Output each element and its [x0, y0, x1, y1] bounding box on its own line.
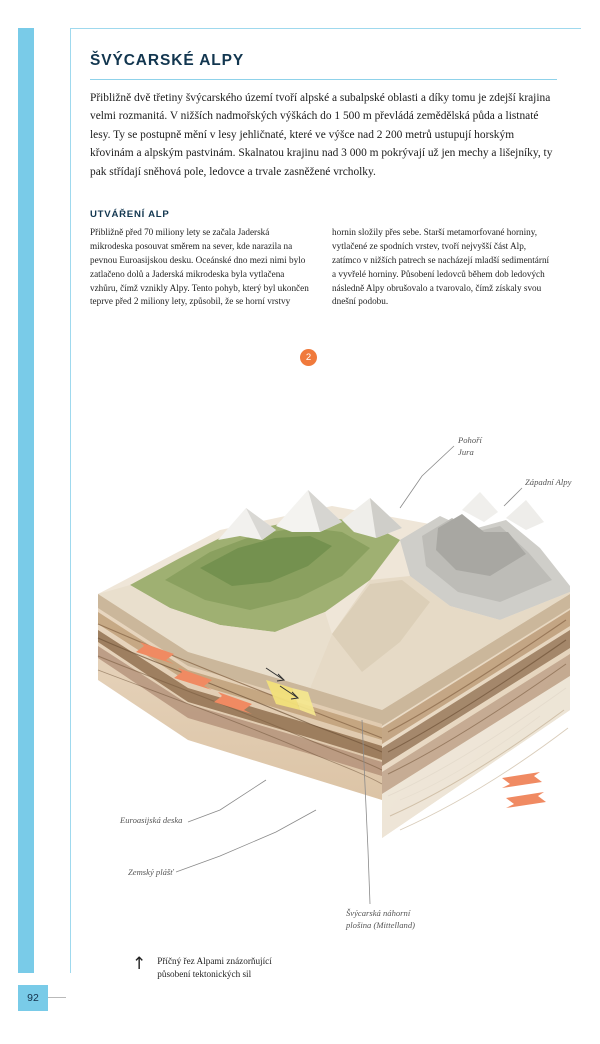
arrow-up-icon: ↑ — [132, 954, 147, 974]
label-swiss-plateau — [346, 908, 415, 931]
reference-marker-badge: 2 — [300, 349, 317, 366]
section-heading: UTVÁŘENÍ ALP — [90, 209, 170, 221]
label-plateau-line2: plošina (Mittelland) — [346, 919, 415, 930]
caption-line1: Příčný řez Alpami znázorňující — [157, 956, 272, 966]
figure-caption — [132, 955, 452, 982]
peak-snow-4 — [462, 492, 498, 522]
content-area — [52, 28, 581, 988]
column-right-text: hornin složily přes sebe. Starší metamorfované horniny, vytlačené ze spodních vrstev, tvoří nejvyšší část Alp, zatímco v nižších patrech se nacházejí mladší sedimentární a vyvřelé horniny. Působení ledovců během dob ledových následně Alpy obrušovalo a tvarovalo, čímž získaly svou dnešní podobu. — [332, 227, 550, 307]
cross-section-svg — [70, 380, 581, 950]
column-left-text: Přibližně před 70 miliony lety se začala Jaderská mikrodeska posouvat směrem na sever, kde narazila na pevnou Euroasijskou desku. Oceánské dno mezi nimi bylo zatlačeno dolů a Jaderská mikrodeska byla vytlačena vzhůru, čímž vznikly Alpy. Tento pohyb, který byl ukončen teprve před 2 miliony lety, způsobil, že se horní vrstvy — [90, 227, 309, 307]
article-body — [70, 28, 581, 309]
title-divider — [90, 79, 557, 80]
caption-line2: působení tektonických sil — [157, 969, 252, 980]
figure-caption-text — [157, 955, 272, 982]
intro-paragraph: Přibližně dvě třetiny švýcarského území tvoří alpské a subalpské oblasti a díky tomu je zdejší krajina velmi rozmanitá. V nižších nadmořských výškách do 1 500 m převládá zemědělská půda a listnaté lesy. Ty se postupně mění v lesy jehličnaté, které ve výšce nad 2 200 metrů ustupují horským křovinám a alpským pastvinám. Skalnatou krajinu nad 3 000 m pokrývají už jen mechy a lišejníky, ty pak střídají sněhová pole, ledovce a trvale zasněžené vrcholky. — [90, 92, 553, 178]
label-jura-mountains — [458, 435, 482, 458]
label-jura-line2: Jura — [458, 446, 474, 457]
cross-section-illustration — [70, 380, 581, 980]
label-earth-mantle: Zemský plášť — [128, 867, 174, 877]
force-arrows-right — [502, 772, 546, 808]
label-plateau-line1: Švýcarská náhorní — [346, 908, 411, 918]
page-accent-bar — [18, 28, 34, 973]
page-number: 92 — [18, 985, 48, 1011]
two-column-text — [90, 226, 557, 309]
label-west-alps: Západní Alpy — [525, 477, 572, 487]
label-jura-line1: Pohoří — [458, 435, 482, 445]
label-eurasian-plate: Euroasijská deska — [120, 815, 183, 825]
footer-rule — [48, 997, 66, 998]
page-title: ŠVÝCARSKÉ ALPY — [90, 52, 245, 69]
